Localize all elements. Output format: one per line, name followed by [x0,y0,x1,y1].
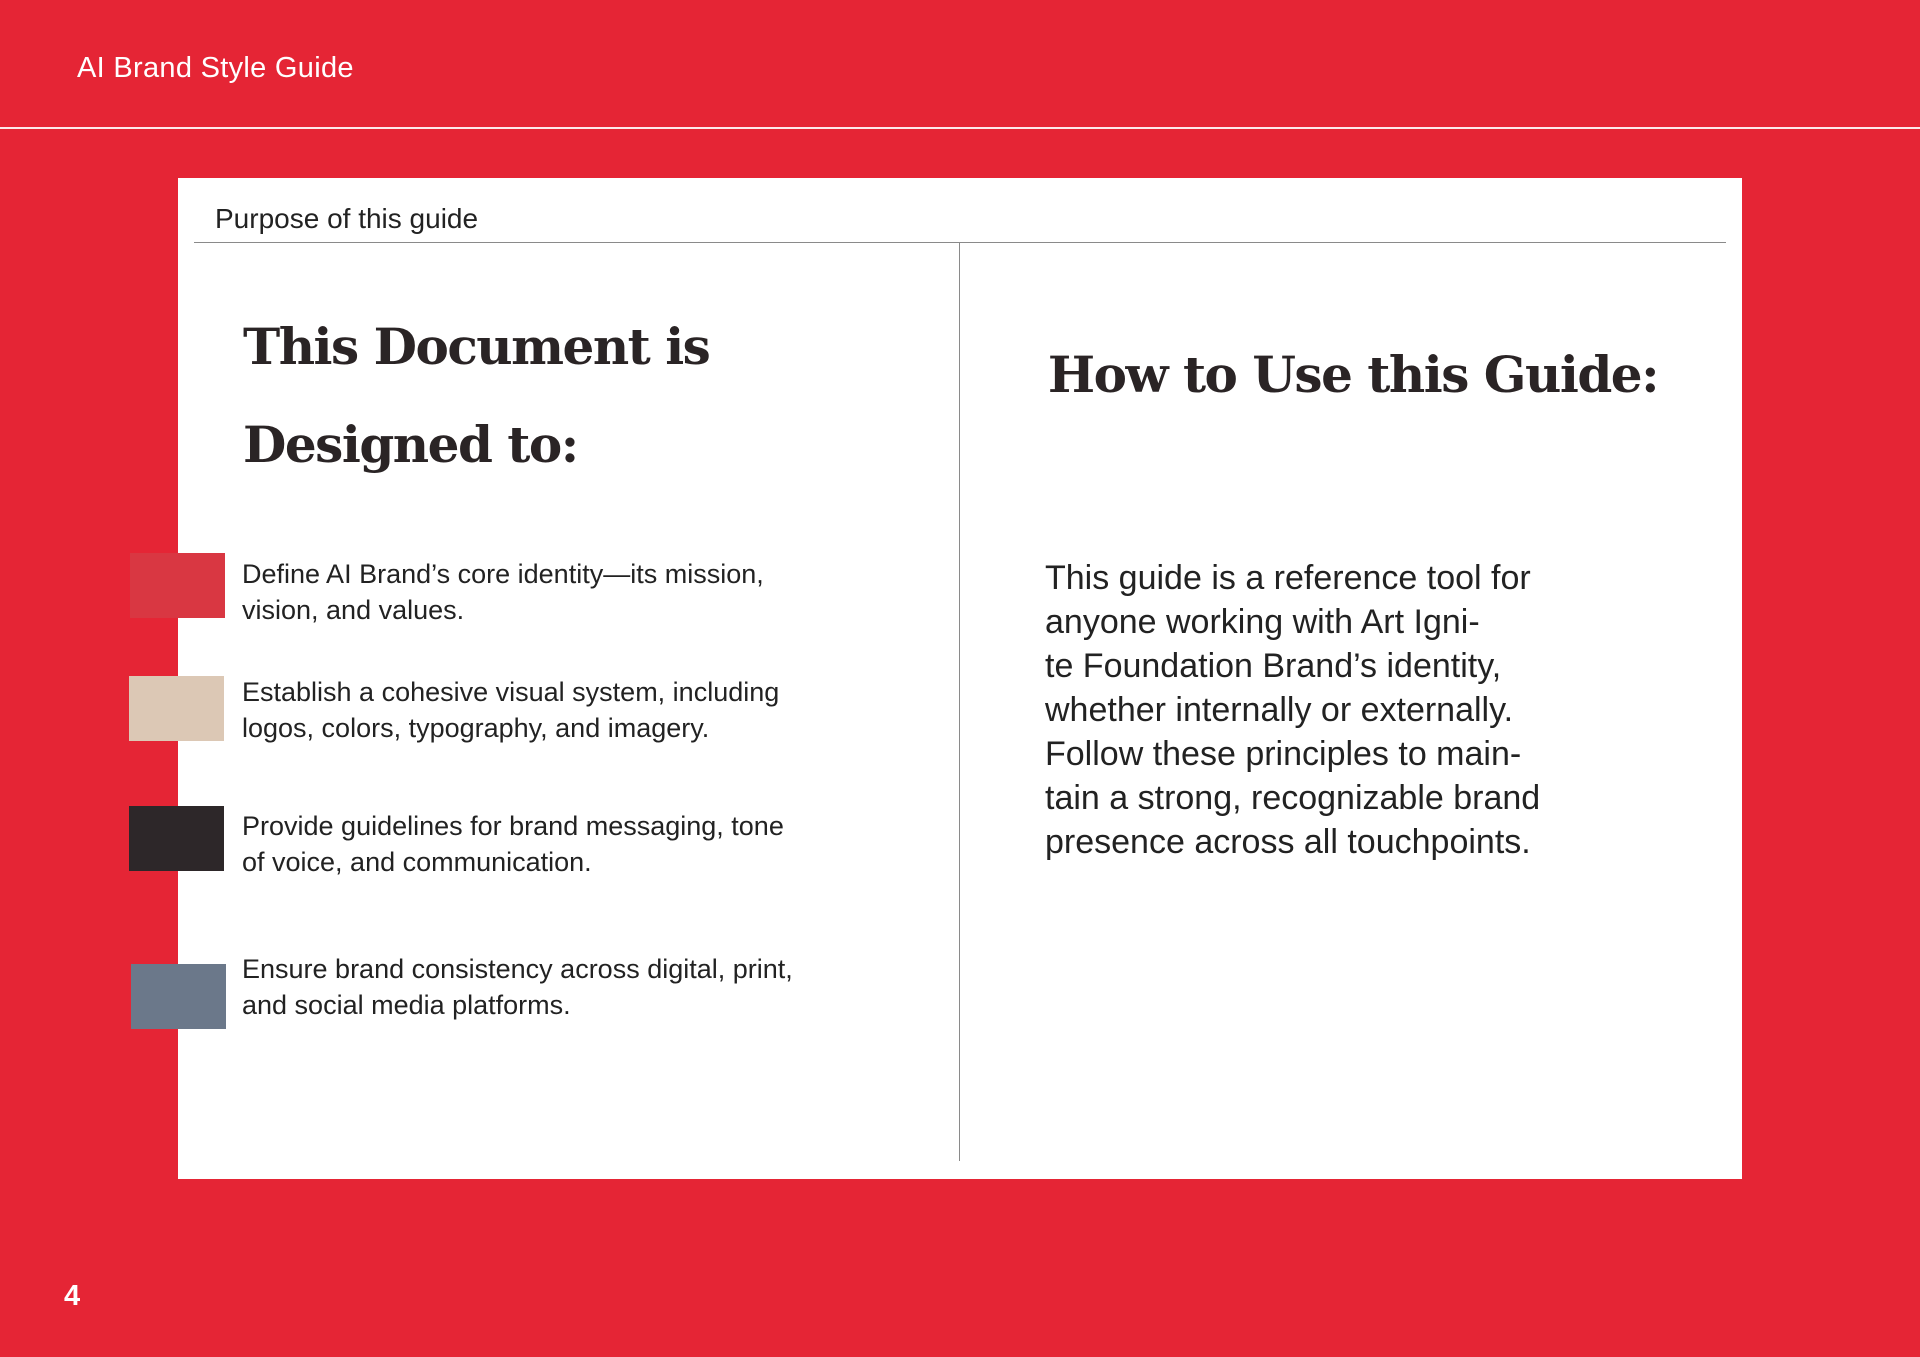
usage-paragraph-line: tain a strong, recognizable brand [1045,779,1541,817]
color-swatch-beige [129,676,224,741]
purpose-item [242,556,882,628]
section-divider [194,242,1726,243]
usage-paragraph-line: presence across all touchpoints. [1045,823,1531,861]
color-swatch-charcoal [129,806,224,871]
purpose-item-line: Define AI Brand’s core identity—its mission, [242,559,764,589]
purpose-item-line: vision, and values. [242,595,465,625]
purpose-item [242,951,882,1023]
purpose-item [242,674,882,746]
purpose-item-line: Provide guidelines for brand messaging, tone [242,811,784,841]
usage-paragraph-line: Follow these principles to main- [1045,735,1522,773]
column-divider [959,243,960,1161]
purpose-item [242,808,882,880]
purpose-item-line: Establish a cohesive visual system, including [242,677,780,707]
usage-paragraph-line: whether internally or externally. [1045,691,1514,729]
purpose-heading-line-1: This Document is [243,317,710,376]
color-swatch-red [130,553,225,618]
usage-paragraph-line: te Foundation Brand’s identity, [1045,647,1502,685]
purpose-item-line: and social media platforms. [242,990,571,1020]
section-label: Purpose of this guide [215,203,479,234]
page-header [0,0,1920,129]
purpose-heading [243,298,763,494]
page-number: 4 [64,1280,81,1312]
purpose-item-line: logos, colors, typography, and imagery. [242,713,710,743]
usage-heading: How to Use this Guide: [1047,345,1659,404]
purpose-item-line: of voice, and communication. [242,847,592,877]
usage-paragraph [1045,556,1635,864]
purpose-item-line: Ensure brand consistency across digital, print, [242,954,793,984]
purpose-heading-line-2: Designed to: [243,415,578,474]
color-swatch-slate [131,964,226,1029]
usage-paragraph-line: This guide is a reference tool for [1045,559,1531,597]
usage-paragraph-line: anyone working with Art Igni- [1045,603,1480,641]
brand-title: AI Brand Style Guide [77,52,354,84]
